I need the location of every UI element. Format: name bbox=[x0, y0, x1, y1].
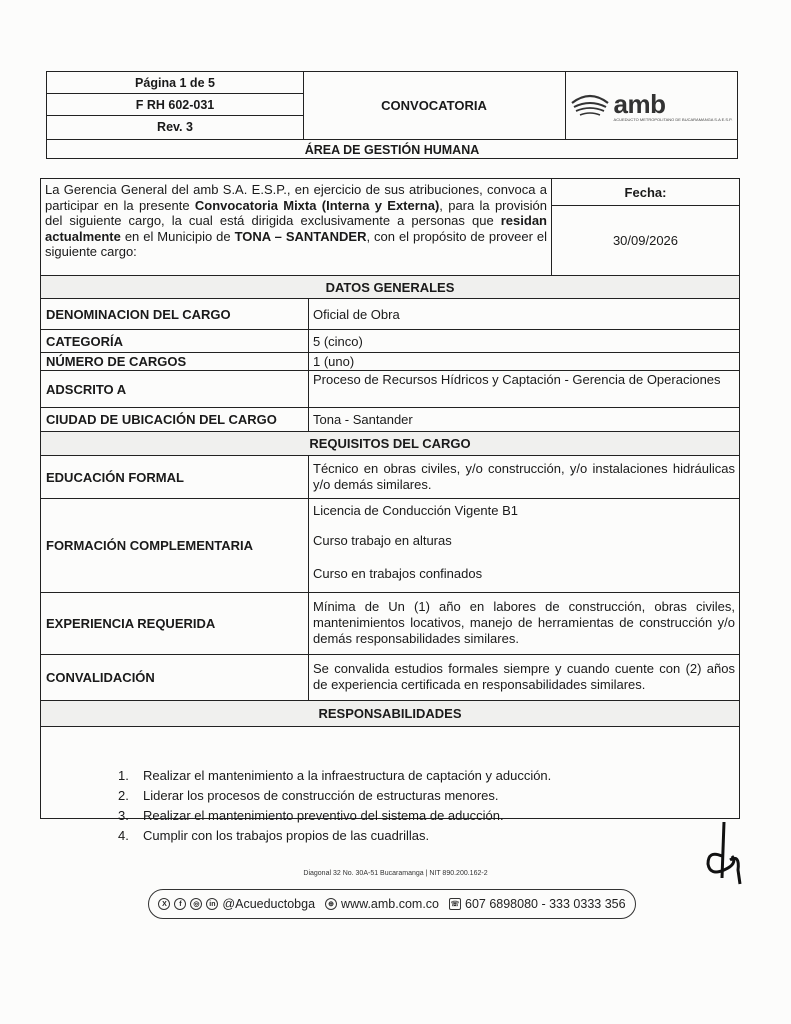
website-link[interactable]: www.amb.com.co bbox=[341, 897, 439, 911]
table-row bbox=[41, 352, 739, 370]
document-title: CONVOCATORIA bbox=[303, 72, 566, 139]
field-value: Técnico en obras civiles, y/o construcción, y/o instalaciones hidráulicas y/o demás similares. bbox=[313, 461, 735, 492]
convocatoria-table bbox=[40, 178, 740, 819]
signature-mark bbox=[700, 820, 750, 890]
instagram-icon: ◎ bbox=[190, 898, 202, 910]
field-label: EDUCACIÓN FORMAL bbox=[41, 456, 309, 498]
list-item: 3. Realizar el mantenimiento preventivo del sistema de aducción. bbox=[118, 808, 504, 823]
field-value-list bbox=[309, 499, 739, 592]
field-value: Oficial de Obra bbox=[313, 306, 400, 322]
linkedin-icon: in bbox=[206, 898, 218, 910]
water-drop-logo-icon bbox=[570, 93, 610, 119]
table-row bbox=[41, 407, 739, 431]
list-item: 1. Realizar el mantenimiento a la infraestructura de captación y aducción. bbox=[118, 768, 552, 783]
field-value: Mínima de Un (1) año en labores de construcción, obras civiles, mantenimientos locativos, manejo de herramientas de construcción y/o demás responsabilidades similares. bbox=[313, 599, 735, 646]
field-value: Proceso de Recursos Hídricos y Captación - Gerencia de Operaciones bbox=[313, 372, 721, 387]
intro-row bbox=[41, 179, 739, 275]
list-item: Curso trabajo en alturas bbox=[313, 533, 452, 548]
page-number: Página 1 de 5 bbox=[47, 72, 303, 94]
field-value: 5 (cinco) bbox=[313, 333, 363, 349]
field-label: EXPERIENCIA REQUERIDA bbox=[41, 593, 309, 654]
table-row bbox=[41, 455, 739, 498]
table-row bbox=[41, 654, 739, 700]
table-row bbox=[41, 592, 739, 654]
field-label: ADSCRITO A bbox=[41, 371, 309, 407]
globe-icon: ⊕ bbox=[325, 898, 337, 910]
table-row bbox=[41, 498, 739, 592]
section-datos-generales: DATOS GENERALES bbox=[41, 275, 739, 298]
list-item: 4. Cumplir con los trabajos propios de las cuadrillas. bbox=[118, 828, 430, 843]
phone-numbers: 607 6898080 - 333 0333 356 bbox=[465, 897, 626, 911]
responsibilities-list bbox=[118, 766, 551, 846]
list-item: Licencia de Conducción Vigente B1 bbox=[313, 503, 519, 518]
logo-wordmark: amb bbox=[613, 89, 666, 119]
field-value: Se convalida estudios formales siempre y cuando cuente con (2) años de experiencia certificada en responsabilidades similares. bbox=[313, 661, 735, 692]
field-label: FORMACIÓN COMPLEMENTARIA bbox=[41, 499, 309, 592]
fecha-value: 30/09/2026 bbox=[612, 232, 679, 248]
field-value: 1 (uno) bbox=[313, 354, 355, 369]
field-label: NÚMERO DE CARGOS bbox=[41, 353, 309, 370]
footer-address: Diagonal 32 No. 30A-51 Bucaramanga | NIT 890.200.162-2 bbox=[303, 870, 488, 877]
field-value: Tona - Santander bbox=[313, 412, 413, 427]
social-handle[interactable]: @Acueductobga bbox=[222, 897, 316, 911]
document-header bbox=[46, 71, 738, 159]
form-code: F RH 602-031 bbox=[47, 94, 303, 116]
list-item: Curso en trabajos confinados bbox=[313, 566, 483, 581]
header-meta bbox=[47, 72, 304, 139]
field-label: CONVALIDACIÓN bbox=[41, 655, 309, 700]
field-label: CATEGORÍA bbox=[41, 330, 309, 352]
field-label: CIUDAD DE UBICACIÓN DEL CARGO bbox=[41, 408, 309, 431]
list-item: 2. Liderar los procesos de construcción de estructuras menores. bbox=[118, 788, 499, 803]
facebook-icon: f bbox=[174, 898, 186, 910]
fecha-label: Fecha: bbox=[552, 179, 739, 206]
field-label: DENOMINACION DEL CARGO bbox=[41, 299, 309, 329]
section-requisitos: REQUISITOS DEL CARGO bbox=[41, 431, 739, 455]
intro-paragraph: La Gerencia General del amb S.A. E.S.P., en ejercicio de sus atribuciones, convoca a participar en la presente Convocatoria Mixta (Interna y Externa), para la provisión del siguiente cargo, la cual está dirigida exclusivamente a personas que residan actualmente en el Municipio de TONA – SANTANDER, con el propósito de proveer el siguiente cargo: bbox=[41, 179, 552, 275]
table-row bbox=[41, 370, 739, 407]
section-responsabilidades: RESPONSABILIDADES bbox=[41, 700, 739, 726]
table-row bbox=[41, 298, 739, 329]
logo-subtitle: ACUEDUCTO METROPOLITANO DE BUCARAMANGA S.A E.S.P. bbox=[613, 117, 733, 122]
revision: Rev. 3 bbox=[157, 120, 193, 134]
table-row bbox=[41, 329, 739, 352]
phone-icon: ☏ bbox=[449, 898, 461, 910]
footer-contact-bar bbox=[148, 889, 636, 919]
x-social-icon: X bbox=[158, 898, 170, 910]
area-title: ÁREA DE GESTIÓN HUMANA bbox=[47, 139, 737, 158]
amb-logo bbox=[565, 72, 737, 139]
